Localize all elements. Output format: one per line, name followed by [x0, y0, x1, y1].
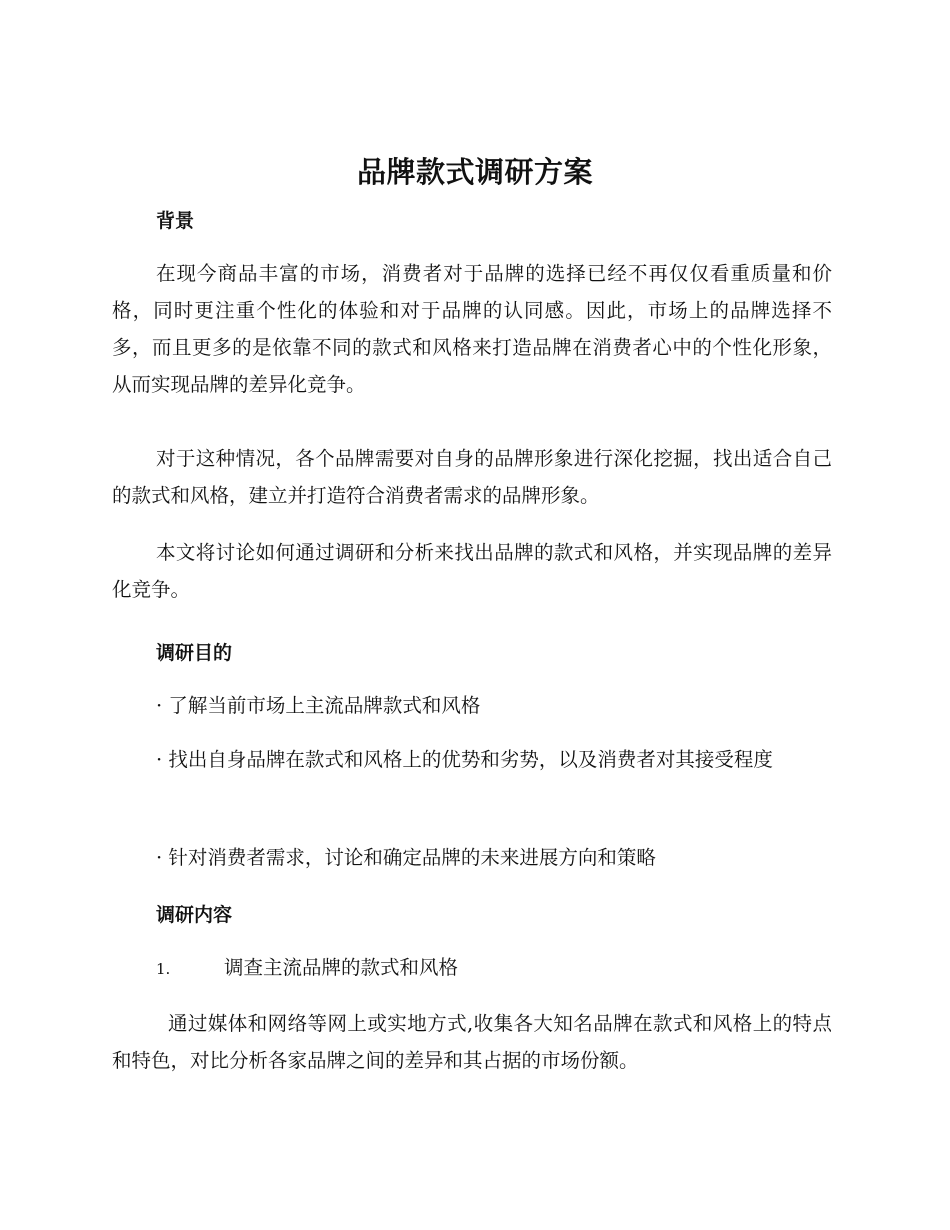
purpose-bullet-3: · 针对消费者需求，讨论和确定品牌的未来进展方向和策略 [156, 846, 656, 869]
document-title: 品牌款式调研方案 [356, 155, 593, 189]
purpose-bullet-2: · 找出自身品牌在款式和风格上的优势和劣势，以及消费者对其接受程度 [156, 748, 773, 771]
content-item-description: 通过媒体和网络等网上或实地方式,收集各大知名品牌在款式和风格上的特点和特色，对比分析各家品牌之间的差异和其占据的市场份额。 [112, 1012, 832, 1072]
content-item-1 [156, 949, 458, 988]
purpose-bullet-1: · 了解当前市场上主流品牌款式和风格 [156, 694, 481, 717]
section-heading-content: 调研内容 [156, 904, 233, 926]
background-paragraph-2: 对于这种情况，各个品牌需要对自身的品牌形象进行深化挖掘，找出适合自己的款式和风格，建立并打造符合消费者需求的品牌形象。 [112, 447, 832, 507]
background-paragraph-3: 本文将讨论如何通过调研和分析来找出品牌的款式和风格，并实现品牌的差异化竞争。 [112, 541, 832, 601]
section-heading-background: 背景 [156, 210, 195, 232]
section-heading-purpose: 调研目的 [156, 642, 233, 664]
content-item-title: 调查主流品牌的款式和风格 [224, 956, 459, 979]
background-paragraph-1: 在现今商品丰富的市场，消费者对于品牌的选择已经不再仅仅看重质量和价格，同时更注重个性化的体验和对于品牌的认同感。因此，市场上的品牌选择不多，而且更多的是依靠不同的款式和风格来打造品牌在消费者心中的个性化形象，从而实现品牌的差异化竞争。 [112, 262, 832, 396]
content-item-number: 1. [156, 960, 171, 978]
